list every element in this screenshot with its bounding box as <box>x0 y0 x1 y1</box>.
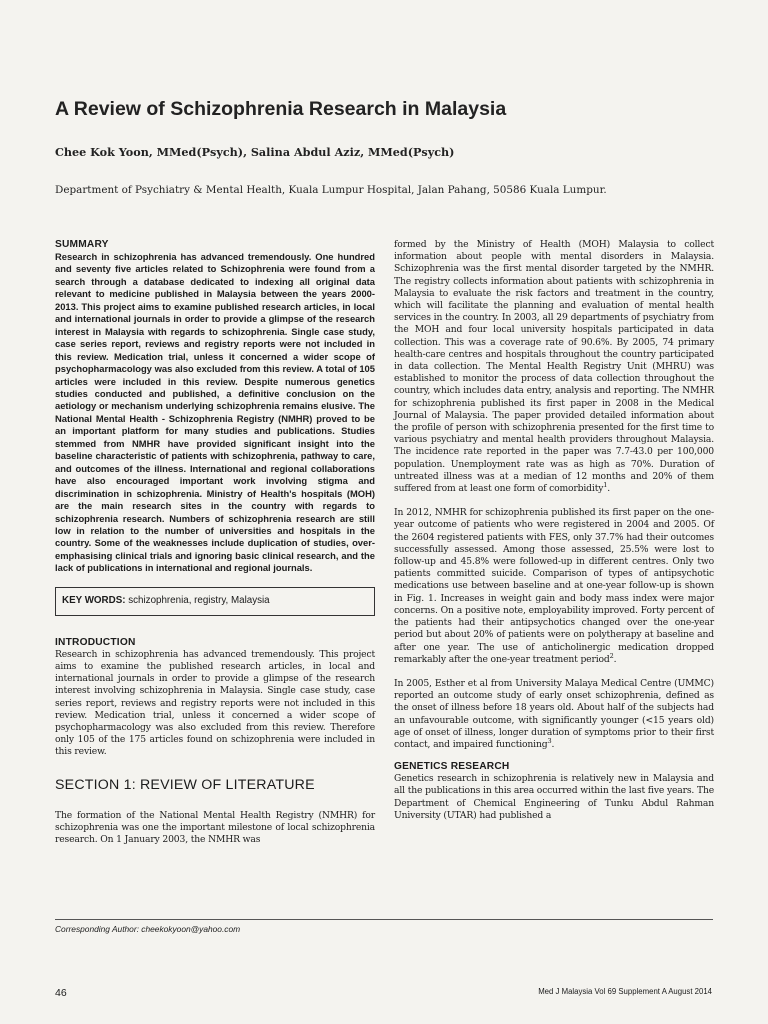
keywords-box <box>55 587 375 616</box>
introduction-text: Research in schizophrenia has advanced tremendously. This project aims to examine the published research articles, in local and international journals in order to provide a glimpse of the research interest involving schizophrenia in Malaysia. Single case study, case series report, reviews and registry reports were not included in this review. Medication trial, unless it concerned a wider scope of psychopharmacology was also excluded from this review. Therefore only 105 of the 175 articles found on schizophrenia were included in this review. <box>55 648 375 758</box>
corresponding-author: Corresponding Author: cheekokyoon@yahoo.com <box>55 924 241 934</box>
keywords-label: KEY WORDS: <box>62 594 126 606</box>
footer-rule <box>55 919 713 920</box>
article-title: A Review of Schizophrenia Research in Malaysia <box>55 98 507 120</box>
ummc-paragraph: In 2005, Esther et al from University Malaya Medical Centre (UMMC) reported an outcome study of early onset schizophrenia, defined as the onset of illness before 18 years old. About half of the subjects had an unfavourable outcome, with significantly younger (<15 years old) age of onset of illness, longer duration of symptoms prior to their first contact, and impaired functioning$^3$. <box>394 677 714 750</box>
section1-text: The formation of the National Mental Health Registry (NMHR) for schizophrenia was one the important milestone of local schizophrenia research. On 1 January 2003, the NMHR was <box>55 809 375 846</box>
left-column <box>55 239 375 846</box>
ummc-paragraph-text: In 2005, Esther et al from University Malaya Medical Centre (UMMC) reported an outcome study of early onset schizophrenia, defined as the onset of illness before 18 years old. About half of the subjects had an unfavourable outcome, with significantly younger (<15 years old) age of onset of illness, longer duration of symptoms prior to their first contact, and impaired functioning <box>394 677 714 750</box>
citation-1: 1 <box>603 481 608 489</box>
citation-3: 3 <box>547 736 552 745</box>
nmhr-paragraph: formed by the Ministry of Health (MOH) Malaysia to collect information about people with mental disorders in Malaysia. Schizophrenia was the first mental disorder targeted by the NMHR. The registry collects information about patients with schizophrenia in Malaysia to evaluate the risk factors and treatment in the country, which will facilitate the planning and evaluation of mental health services in the country. In 2003, all 29 departments of psychiatry from the MOH and four local university hospitals participated in data collection. This was a coverage rate of 90.6%. By 2005, 74 primary health-care centres and hospitals throughout the country participated in data collection. The Mental Health Registry Unit (MHRU) was established to monitor the process of data collection throughout the country, which includes data entry, analysis and reporting. The NMHR for schizophrenia published its first paper in 2008 in the Medical Journal of Malaysia. The paper provided detailed information about the profile of person with schizophrenia presented for the first time to various psychiatry and mental health providers throughout Malaysia. The incidence rate reported in the paper was 7.7-43.0 per 100,000 population. Unemployment rate was as high as 70%. Duration of untreated illness was at a median of 12 months and 20% of them suffered from at least one form of comorbidity$^1$. <box>394 239 714 495</box>
outcome-paragraph: In 2012, NMHR for schizophrenia published its first paper on the one-year outcome of patients who were registered in 2004 and 2005. Of the 2604 registered patients with FES, only 37.7% had their outcomes successfully assessed. Among those assessed, 25.5% were lost to follow-up and 45.8% were followed-up in different centres. Only two patients committed suicide. Comparison of types of antipsychotic medications use between baseline and at one-year follow-up is shown in Fig. 1. Increases in weight gain and body mass index were major concerns. On a positive note, employability improved. Forty percent of the patients had their antipsychotics changed over the one-year period but about 20% of patients were on polytherapy at baseline and after one year. The use of anticholinergic medication dropped remarkably after the one-year treatment period$^2$. <box>394 507 714 665</box>
outcome-paragraph-text: In 2012, NMHR for schizophrenia published its first paper on the one-year outcome of patients who were registered in 2004 and 2005. Of the 2604 registered patients with FES, only 37.7% had their outcomes successfully assessed. Among those assessed, 25.5% were lost to follow-up and 45.8% were followed-up in different centres. Only two patients committed suicide. Comparison of types of antipsychotic medications use between baseline and at one-year follow-up is shown in Fig. 1. Increases in weight gain and body mass index were major concerns. On a positive note, employability improved. Forty percent of the patients had their antipsychotics changed over the one-year period but about 20% of patients were on polytherapy at baseline and after one year. The use of anticholinergic medication dropped remarkably after the one-year treatment period <box>394 507 714 665</box>
author-list: Chee Kok Yoon, MMed(Psych), Salina Abdul Aziz, MMed(Psych) <box>55 145 455 159</box>
citation-2: 2 <box>609 651 614 660</box>
section1-heading: SECTION 1: REVIEW OF LITERATURE <box>55 776 315 793</box>
keywords-text: schizophrenia, registry, Malaysia <box>128 594 270 606</box>
summary-text: Research in schizophrenia has advanced tremendously. One hundred and seventy five articles related to Schizophrenia were found from a search through a database dedicated to indexing all original data relevant to medicine published in Malaysia between the years 2000-2013. This project aims to examine published research articles, in local and international journals in order to provide a glimpse of the research interest in Malaysia with regards to schizophrenia. Single case study, case series report, reviews and registry reports were not included in this review. Medication trial, unless it concerned a wider scope of psychopharmacology was also excluded from this review. A total of 105 articles were included in this review. Despite numerous genetics studies conducted and published, a definitive conclusion on the aetiology or mechanism underlying schizophrenia remains elusive. The National Mental Health - Schizophrenia Registry (NMHR) proved to be an important platform for many studies and publications. Studies stemmed from NMHR have provided significant insight into the baseline characteristic of patients with schizophrenia, pathway to care, and outcomes of the illness. International and regional collaborations have also encouraged important work involving stigma and discrimination in schizophrenia. Ministry of Health's hospitals (MOH) are the main research sites in the country with regards to schizophrenia research. Numbers of schizophrenia research are still low in relation to the number of universities and hospitals in the country. Some of the weaknesses include duplication of studies, over-emphasising clinical trials and ignoring basic clinical research, and the lack of publications in international and regional journals. <box>55 251 375 574</box>
right-column <box>394 239 714 822</box>
page-number: 46 <box>55 987 67 999</box>
journal-citation: Med J Malaysia Vol 69 Supplement A August 2014 <box>538 987 712 996</box>
nmhr-paragraph-text: formed by the Ministry of Health (MOH) Malaysia to collect information about people with mental disorders in Malaysia. Schizophrenia was the first mental disorder targeted by the NMHR. The registry collects information about patients with schizophrenia in Malaysia to evaluate the risk factors and treatment in the country, which will facilitate the planning and evaluation of mental health services in the country. In 2003, all 29 departments of psychiatry from the MOH and four local university hospitals participated in data collection. This was a coverage rate of 90.6%. By 2005, 74 primary health-care centres and hospitals throughout the country participated in data collection. The Mental Health Registry Unit (MHRU) was established to monitor the process of data collection throughout the country, which includes data entry, analysis and reporting. The NMHR for schizophrenia published its first paper in 2008 in the Medical Journal of Malaysia. The paper provided detailed information about the profile of person with schizophrenia presented for the first time to various psychiatry and mental health providers throughout Malaysia. The incidence rate reported in the paper was 7.7-43.0 per 100,000 population. Unemployment rate was as high as 70%. Duration of untreated illness was at a median of 12 months and 20% of them suffered from at least one form of comorbidity <box>394 239 714 495</box>
introduction-heading: INTRODUCTION <box>55 636 136 648</box>
summary-heading: SUMMARY <box>55 239 109 250</box>
genetics-heading: GENETICS RESEARCH <box>394 761 510 773</box>
genetics-text: Genetics research in schizophrenia is relatively new in Malaysia and all the publications in this area occurred within the last five years. The Department of Chemical Engineering of Tunku Abdul Rahman University (UTAR) had published a <box>394 773 714 821</box>
affiliation: Department of Psychiatry & Mental Health, Kuala Lumpur Hospital, Jalan Pahang, 50586 Kuala Lumpur. <box>55 184 607 196</box>
